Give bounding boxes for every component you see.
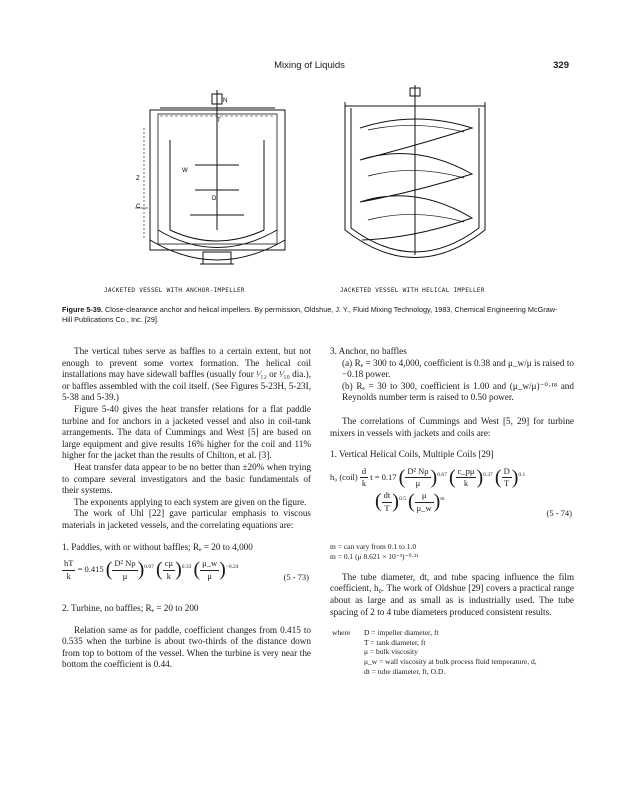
where-label: where	[332, 628, 351, 638]
paragraph: Heat transfer data appear to be no better than ±20% when trying to compare several investigators and the basic fundamentals of their systems.	[62, 461, 311, 496]
paragraph: Relation same as for paddle, coefficient changes from 0.415 to 0.535 when the turbine is about two-thirds of the distance down from top to bottom of the vessel. When the turbine is very near the bottom the coefficient is 0.44.	[62, 624, 311, 670]
definition: T = tank diameter, ft	[364, 637, 426, 647]
list-item: 1. Vertical Helical Coils, Multiple Coils [29]	[330, 449, 494, 460]
marker-N: N	[223, 98, 228, 104]
paragraph: The work of Uhl [22] gave particular emphasis to viscous materials in jacketed vessels, and the correlating equations are:	[62, 508, 311, 530]
left-column	[62, 346, 311, 671]
paragraph: The exponents applying to each system are given on the figure.	[74, 496, 307, 507]
left-figure-label: JACKETED VESSEL WITH ANCHOR-IMPELLER	[104, 287, 245, 294]
definition: μ = bulk viscosity	[364, 647, 418, 657]
marker-D: D	[212, 196, 217, 202]
equation-5-74: h₀ (coil) $\frac{d}{k}$ t = 0.17 ( $\frac{\text{D² Nρ}}{\mu}$ )$^{0.67}$ ( $\frac{c\_p\mu}{k}$ )$^{0.37}$ ( $\frac{D}{T}$ )$^{0.1}$ ( $\frac{dt}{T}$ )$^{0.5}$ ( $\frac{\mu}{\mu\_w}$ )$^m$ (5 - 74)	[330, 465, 572, 518]
marker-Z: Z	[136, 176, 140, 182]
definition: dt = tube diameter, ft, O.D.	[364, 666, 446, 676]
right-figure-label: JACKETED VESSEL WITH HELICAL IMPELLER	[340, 287, 485, 294]
paragraph: The vertical tubes serve as baffles to a certain extent, but not enough to prevent some vortex formation. The helical coil installations may have sidewall baffles (usually four ¹⁄₁₂ or ¹⁄₁₀ dia.), or baffles assembled with the coil itself. (See Figures 5-23H, 5-23I, 5-38 and 5-39.)	[62, 346, 311, 403]
note: m = 0.1 (μ 8.621 × 10⁻³)⁻⁰·²¹	[330, 551, 419, 561]
list-item: 3. Anchor, no baffles	[330, 346, 407, 356]
equation-5-73: $\frac{hT}{k}$ = 0.415 ( $\frac{\text{D² Nρ}}{\mu}$ )$^{0.67}$ ( $\frac{c\mu}{k}$ )$^{0.33}$ ( $\frac{\mu\_w}{\mu}$ )$^{-0.24}$ (5 - 73)	[64, 558, 309, 583]
note: m = can vary from 0.1 to 1.0	[330, 541, 417, 551]
definitions-table	[330, 626, 539, 678]
list-item: 1. Paddles, with or without baffles; Rₑ = 20 to 4,000	[62, 541, 253, 552]
definition: μ_w = wall viscosity at bulk process fluid temperature, d,	[364, 656, 537, 666]
figure-vessels	[100, 80, 520, 285]
caption-text: Close-clearance anchor and helical impellers. By permission, Oldshue, J. Y., Fluid Mixing Technology, 1983, Chemical Engineering McGraw-Hill Publications Co., Inc. [29].	[62, 305, 558, 324]
equation-number: (5 - 74)	[546, 507, 572, 518]
paragraph: Figure 5-40 gives the heat transfer relations for a flat paddle turbine and for anchors in a jacketed vessel and also in coil-tank arrangements. The data of Cummings and West [5] are based on large equipment and give results 16% higher for the coil and 11% higher for the jacket than the results of Chilton, et al. [3].	[62, 403, 311, 461]
anchor-vessel-drawing	[135, 90, 285, 264]
definition: D = impeller diameter, ft	[364, 628, 439, 638]
list-item: (b) Rₑ = 30 to 300, coefficient is 1.00 and (μ_w/μ)⁻⁰·¹⁸ and Reynolds number term is raised to 0.50 power.	[342, 380, 574, 403]
running-header-title: Mixing of Liquids	[274, 60, 345, 71]
marker-W: W	[182, 168, 188, 174]
helical-vessel-drawing	[345, 85, 485, 258]
equation-number: (5 - 73)	[283, 572, 309, 583]
marker-T: T	[217, 118, 221, 124]
page-number: 329	[553, 60, 569, 71]
right-column	[330, 346, 574, 678]
caption-label: Figure 5-39.	[62, 305, 103, 314]
list-item: (a) Rₑ = 300 to 4,000, coefficient is 0.38 and μ_w/μ is raised to −0.18 power.	[342, 357, 574, 380]
paragraph: The tube diameter, dt, and tube spacing influence the film coefficient, h₀. The work of Oldshue [29] covers a practical range about as large and as small as is industrially used. The tube spacing of 2 to 4 tube diameters produced consistent results.	[330, 571, 574, 617]
figure-caption	[62, 305, 562, 325]
paragraph: The correlations of Cummings and West [5, 29] for turbine mixers in vessels with jackets and coils are:	[330, 415, 574, 438]
marker-C: C	[136, 204, 141, 210]
list-item: 2. Turbine, no baffles; Rₑ = 20 to 200	[62, 603, 199, 614]
